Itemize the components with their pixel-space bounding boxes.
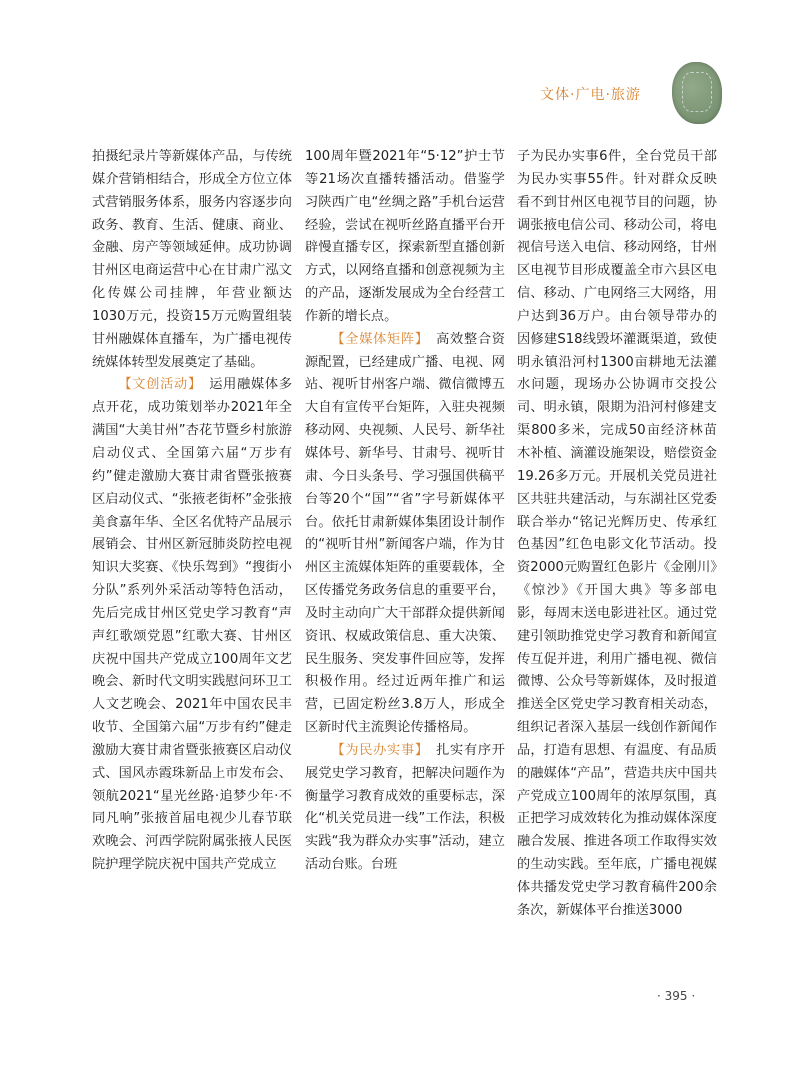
page-number: · 395 · xyxy=(657,989,696,1003)
paragraph-text: 高效整合资源配置，已经建成广播、电视、网站、视听甘州客户端、微信微博五大自有宣传平台矩阵，入驻央视频移动网、央视频、人民号、新华社媒体号、新华号、甘肃号、视听甘肃、今日头条号、学习强国供稿平台等20个“国”“省”字号新媒体平台。依托甘肃新媒体集团设计制作的“视听甘州”新闻客户端，作为甘州区主流媒体矩阵的重要载体，全区传播党务政务信息的重要平台，及时主动向广大干部群众提供新闻资讯、权威政策信息、重大决策、民生服务、突发事件回应等，发挥积极作用。经过近两年推广和运营，已固定粉丝3.8万人，形成全区新时代主流舆论传播格局。 xyxy=(305,331,505,736)
section-heading: 【为民办实事】 xyxy=(331,742,423,758)
text-column-1 xyxy=(92,146,292,877)
paragraph-text: 扎实有序开展党史学习教育，把解决问题作为衡量学习教育成效的重要标志，深化“机关党员进一线”工作法，积极实践“我为群众办实事”活动，建立活动台账。台班 xyxy=(305,742,505,873)
paragraph-text: 子为民办实事6件，全台党员干部为民办实事55件。针对群众反映看不到甘州区电视节目的问题，协调张掖电信公司、移动公司，将电视信号送入电信、移动网络，甘州区电视节目形成覆盖全市六县区电信、移动、广电网络三大网络，用户达到36万户。由台领导带办的因修建S18线毁坏灌溉渠道，致使明永镇沿河村1300亩耕地无法灌水问题，现场办公协调市交投公司、明永镇，限期为沿河村修建支渠800多米，完成50亩经济林苗木补植、滴灌设施架设，赔偿资金19.26多万元。开展机关党员进社区共驻共建活动，与东湖社区党委联合举办“铭记光辉历史、传承红色基因”红色电影文化节活动。投资2000元购置红色影片《金刚川》《惊沙》《开国大典》等多部电影，每周末送电影进社区。通过党建引领助推党史学习教育和新闻宣传互促并进，利用广播电视、微信微博、公众号等新媒体，及时报道推送全区党史学习教育相关动态，组织记者深入基层一线创作新闻作品，打造有思想、有温度、有品质的融媒体“产品”，营造共庆中国共产党成立100周年的浓厚氛围，真正把学习成效转化为推动媒体深度融合发展、推进各项工作取得实效的生动实践。至年底，广播电视媒体共播发党史学习教育稿件200余条次，新媒体平台推送3000 xyxy=(517,149,717,918)
paragraph xyxy=(92,146,292,374)
section-heading: 【全媒体矩阵】 xyxy=(331,331,423,347)
seal-stamp-icon xyxy=(672,62,722,124)
paragraph xyxy=(305,146,505,329)
paragraph-text: 100周年暨2021年“5·12”护士节等21场次直播转播活动。借鉴学习陕西广电“丝绸之路”手机台运营经验，尝试在视听丝路直播平台开辟慢直播专区，探索新型直播创新方式，以网络直播和创意视频为主的产品，逐渐发展成为全台经营工作新的增长点。 xyxy=(305,149,505,324)
paragraph xyxy=(517,146,717,923)
paragraph xyxy=(305,740,505,877)
paragraph-text: 运用融媒体多点开花，成功策划举办2021年全满国“大美甘州”杏花节暨乡村旅游启动仪式、全国第六届“万步有约”健走激励大赛甘肃省暨张掖赛区启动仪式、“张掖老街杯”金张掖美食嘉年华、全区名优特产品展示展销会、甘州区新冠肺炎防控电视知识大奖赛、《快乐驾到》“搜街小分队”系列外采活动等特色活动，先后完成甘州区党史学习教育“声声红歌颂党恩”红歌大赛、甘州区庆祝中国共产党成立100周年文艺晚会、新时代文明实践慰问环卫工人文艺晚会、2021年中国农民丰收节、全国第六届“万步有约”健走激励大赛甘肃省暨张掖赛区启动仪式、国风赤霞珠新品上市发布会、领航2021“星光丝路·追梦少年·不同凡响”张掖首届电视少儿春节联欢晚会、河西学院附属张掖人民医院护理学院庆祝中国共产党成立 xyxy=(92,377,293,873)
paragraph-text: 拍摄纪录片等新媒体产品，与传统媒介营销相结合，形成全方位立体式营销服务体系，服务内容逐步向政务、教育、生活、健康、商业、金融、房产等领域延伸。成功协调甘州区电商运营中心在甘肃广泓文化传媒公司挂牌，年营业额达1030万元，投资15万元购置组装甘州融媒体直播车，为广播电视传统媒体转型发展奠定了基础。 xyxy=(92,149,292,370)
paragraph xyxy=(305,329,505,740)
section-heading: 【文创活动】 xyxy=(118,377,196,393)
section-header: 文体·广电·旅游 xyxy=(540,87,641,103)
text-column-3 xyxy=(517,146,717,923)
text-column-2 xyxy=(305,146,505,877)
paragraph xyxy=(92,374,292,877)
